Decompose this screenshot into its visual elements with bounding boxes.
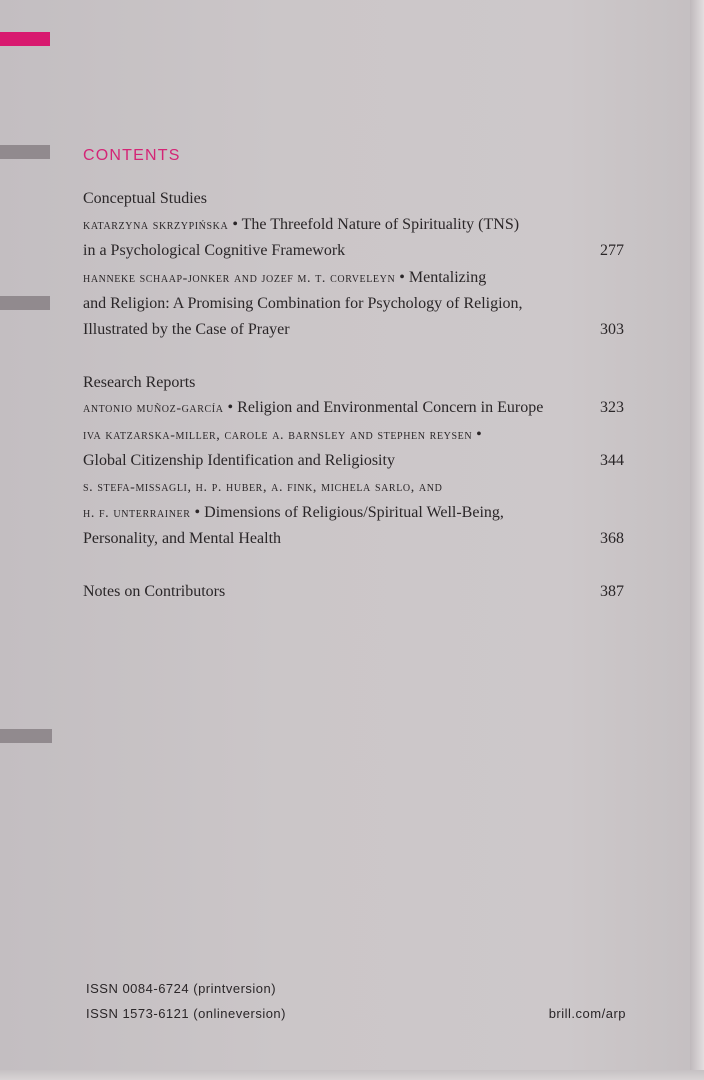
- section-heading-research-reports: Research Reports: [83, 374, 196, 391]
- section-heading-conceptual-studies: Conceptual Studies: [83, 190, 207, 207]
- page-edge: [690, 0, 704, 1080]
- section-tab-gray: [0, 145, 50, 159]
- entry-page-number: 323: [600, 399, 624, 416]
- entry-authors: katarzyna skrzypińska: [83, 218, 229, 233]
- toc-entry-authors-line: [83, 425, 482, 446]
- bullet-separator: •: [194, 504, 201, 521]
- entry-title: The Threefold Nature of Spirituality (TNS): [241, 216, 520, 233]
- entry-title: Religion and Environmental Concern in Europe: [237, 399, 544, 416]
- bottom-edge: [0, 1070, 704, 1080]
- entry-authors: iva katzarska-miller, carole a. barnsley and stephen reysen: [83, 428, 473, 443]
- entry-authors: h. f. unterrainer: [83, 506, 191, 521]
- publisher-url: brill.com/arp: [548, 1006, 626, 1021]
- section-tab-gray: [0, 729, 52, 743]
- issn-print: ISSN 0084-6724 (printversion): [86, 981, 277, 996]
- entry-page-number: 303: [600, 321, 624, 338]
- entry-title-continued: in a Psychological Cognitive Framework: [83, 242, 346, 259]
- entry-title-continued: Illustrated by the Case of Prayer: [83, 321, 290, 338]
- accent-tab-pink: [0, 32, 50, 46]
- entry-title: Mentalizing: [408, 269, 487, 286]
- issn-online: ISSN 1573-6121 (onlineversion): [86, 1006, 286, 1021]
- entry-page-number: 344: [600, 452, 624, 469]
- entry-authors: antonio muñoz-garcía: [83, 401, 224, 416]
- section-tab-gray: [0, 296, 50, 310]
- entry-page-number: 368: [600, 530, 624, 547]
- toc-entry-authors-line: [83, 268, 486, 289]
- entry-authors: hanneke schaap-jonker and jozef m. t. corveleyn: [83, 271, 396, 286]
- toc-entry-authors-line: [83, 503, 504, 524]
- entry-title-continued: Personality, and Mental Health: [83, 530, 282, 547]
- entry-page-number: 277: [600, 242, 624, 259]
- notes-on-contributors: Notes on Contributors: [83, 583, 226, 600]
- toc-entry-authors-line: [83, 477, 442, 498]
- bullet-separator: •: [476, 426, 482, 443]
- bullet-separator: •: [227, 399, 234, 416]
- bullet-separator: •: [399, 269, 405, 286]
- entry-title-continued: and Religion: A Promising Combination for Psychology of Religion,: [83, 295, 523, 312]
- contents-heading: CONTENTS: [83, 147, 181, 164]
- entry-title: Dimensions of Religious/Spiritual Well-Being,: [204, 504, 504, 521]
- toc-entry-authors-line: [83, 215, 519, 236]
- entry-title: Global Citizenship Identification and Religiosity: [83, 452, 395, 469]
- bullet-separator: •: [232, 216, 238, 233]
- notes-page-number: 387: [600, 583, 624, 600]
- entry-authors: s. stefa-missagli, h. p. huber, a. fink, michela sarlo, and: [83, 480, 443, 495]
- toc-entry-authors-line: [83, 398, 543, 419]
